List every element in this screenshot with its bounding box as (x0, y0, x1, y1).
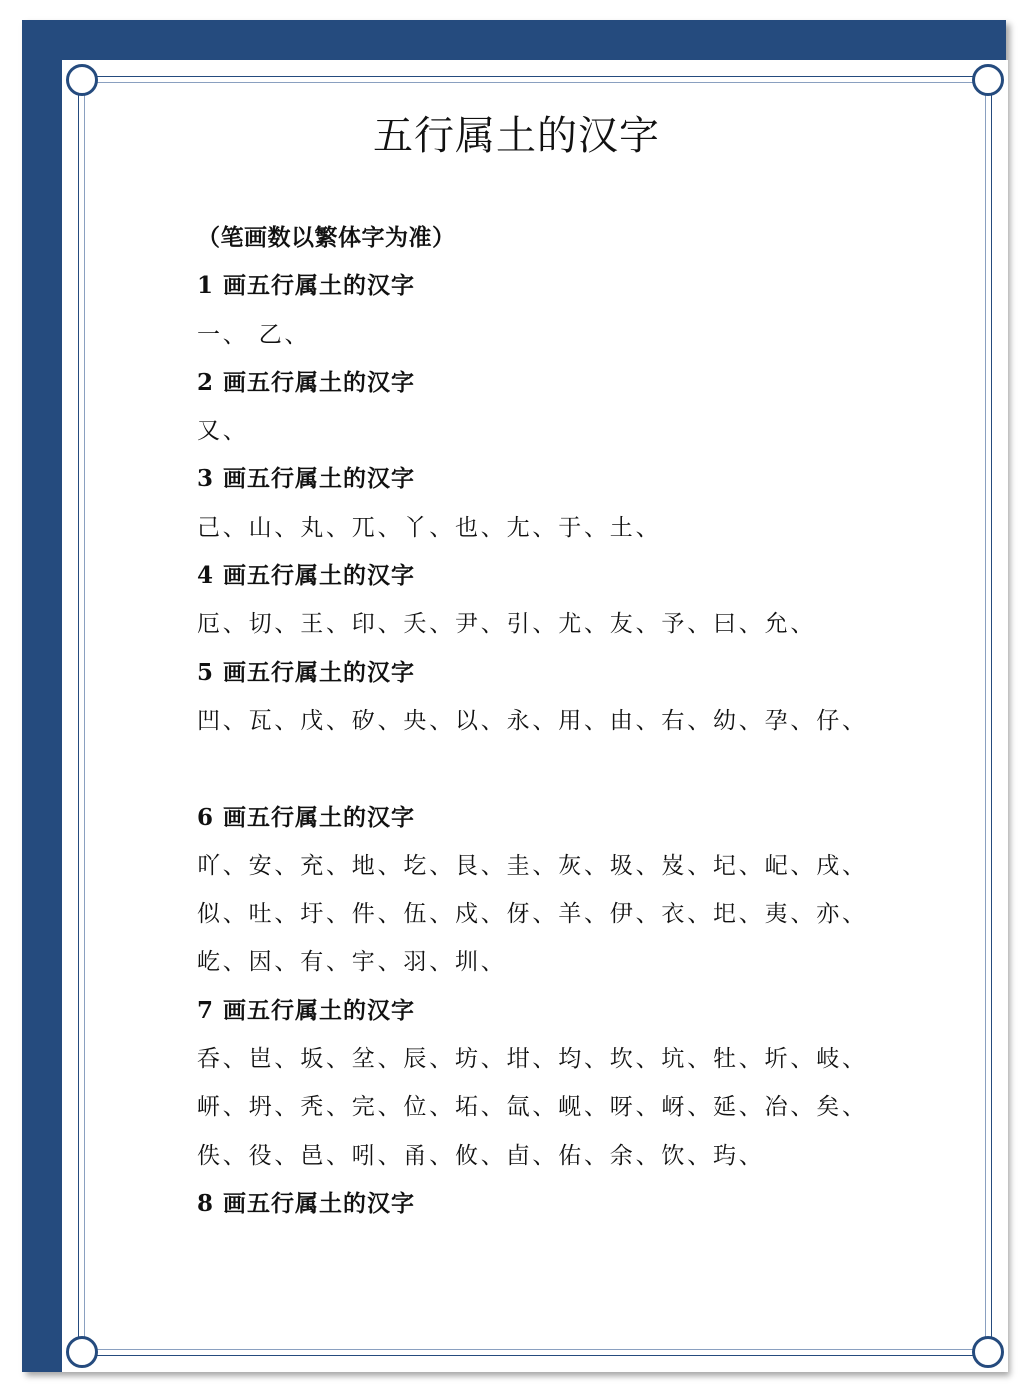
character-list: 凹、瓦、戊、矽、央、以、永、用、由、右、幼、孕、仔、 (197, 707, 868, 734)
character-list: 又、 (197, 418, 249, 445)
corner-ornament-icon (66, 64, 98, 96)
character-list: 一、 乙、 (197, 321, 311, 348)
section-heading: 5 画五行属土的汉字 (197, 658, 416, 686)
blank-line (197, 753, 897, 801)
character-list: 屹、因、有、宇、羽、圳、 (197, 949, 507, 976)
section-heading: 1 画五行属土的汉字 (197, 272, 416, 300)
page-title: 五行属土的汉字 (373, 113, 660, 159)
corner-ornament-icon (66, 1336, 98, 1368)
section-heading: 7 画五行属土的汉字 (197, 996, 416, 1024)
corner-ornament-icon (972, 64, 1004, 96)
corner-ornament-icon (972, 1336, 1004, 1368)
character-list: 岍、坍、秃、完、位、坧、氙、岘、呀、岈、延、冶、矣、 (197, 1094, 868, 1121)
character-list: 厄、切、王、印、夭、尹、引、尤、友、予、曰、允、 (197, 611, 817, 638)
character-list: 己、山、丸、兀、丫、也、尢、于、土、 (197, 514, 662, 541)
stroke-count-note: （笔画数以繁体字为准） (197, 224, 456, 251)
character-list: 呑、岜、坂、坌、辰、坊、坩、均、坎、坑、牡、圻、岐、 (197, 1046, 868, 1073)
section-heading: 2 画五行属土的汉字 (197, 368, 416, 396)
section-heading: 6 画五行属土的汉字 (197, 803, 416, 831)
character-list: 佚、役、邑、吲、甬、攸、卣、佑、余、饮、玙、 (197, 1142, 765, 1169)
character-list: 似、吐、圩、件、伍、戍、伢、羊、伊、衣、圯、夷、亦、 (197, 901, 868, 928)
section-heading: 3 画五行属土的汉字 (197, 465, 416, 493)
section-heading: 8 画五行属土的汉字 (197, 1189, 416, 1217)
section-heading: 4 画五行属土的汉字 (197, 562, 416, 590)
character-list: 吖、安、充、地、圪、艮、圭、灰、圾、岌、圮、屺、戌、 (197, 852, 868, 879)
document-body (197, 222, 897, 1236)
